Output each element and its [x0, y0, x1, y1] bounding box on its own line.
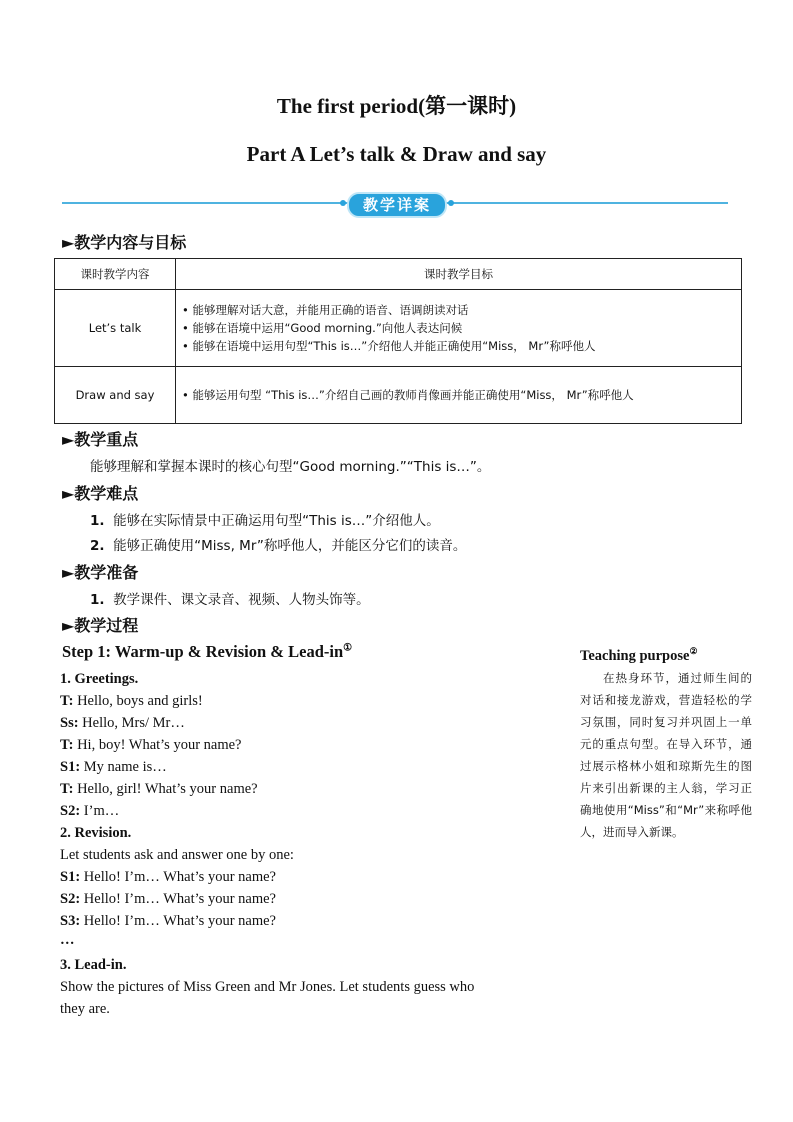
utterance: Hello, Mrs/ Mr…: [78, 715, 185, 731]
utterance: I’m…: [80, 803, 120, 819]
dialogue-line: [60, 800, 474, 822]
section-banner: [62, 192, 728, 216]
speaker: T:: [60, 737, 74, 753]
key-point-text: 能够理解和掌握本课时的核心句型“Good morning.”“This is…”。: [90, 459, 491, 475]
banner-dot-right: [448, 200, 454, 206]
goal-item: • 能够理解对话大意，并能用正确的语音、语调朗读对话: [182, 301, 735, 319]
utterance: Hello! I’m… What’s your name?: [80, 869, 276, 885]
heading-difficulties: ►教学难点: [62, 484, 139, 503]
leadin-text: they are.: [60, 1001, 110, 1017]
dialogue-line: [60, 910, 474, 932]
heading-content-goals: ►教学内容与目标: [62, 233, 187, 252]
goals-table: [54, 258, 742, 424]
item-text: 教学课件、课文录音、视频、人物头饰等。: [113, 592, 370, 608]
page-subtitle: Part A Let’s talk & Draw and say: [246, 142, 547, 166]
table-header-goals: 课时教学目标: [176, 259, 742, 290]
dialogue-line: [60, 690, 474, 712]
banner-dot-left: [340, 200, 346, 206]
table-header-row: [55, 259, 742, 290]
subheading: 2. Revision.: [60, 825, 132, 841]
speaker: S3:: [60, 913, 81, 929]
item-number: 2.: [90, 538, 105, 554]
ellipsis: …: [60, 932, 75, 948]
dialogue-line: [60, 756, 474, 778]
revision-intro: Let students ask and answer one by one:: [60, 847, 294, 863]
dialogue-line: [60, 712, 474, 734]
utterance: Hello! I’m… What’s your name?: [80, 891, 276, 907]
utterance: Hello, boys and girls!: [73, 693, 203, 709]
subheading: 1. Greetings.: [60, 671, 139, 687]
sidebar-heading: Teaching purpose: [580, 647, 690, 664]
utterance: Hello! I’m… What’s your name?: [80, 913, 276, 929]
item-number: 1.: [90, 513, 105, 529]
dialogue-line: [60, 866, 474, 888]
dialogue-line: [60, 778, 474, 800]
table-header-content: 课时教学内容: [55, 259, 176, 290]
speaker: S2:: [60, 803, 81, 819]
heading-process: ►教学过程: [62, 616, 139, 635]
dialogue-line: [60, 734, 474, 756]
table-cell-goals: [176, 367, 742, 424]
utterance: Hi, boy! What’s your name?: [73, 737, 242, 753]
greetings-block: [60, 668, 474, 1020]
step-1-title: [62, 642, 352, 662]
step-title-text: Step 1: Warm-up & Revision & Lead-in: [62, 642, 344, 661]
speaker: S1:: [60, 759, 81, 775]
speaker: S2:: [60, 891, 81, 907]
difficulty-item: [90, 534, 466, 554]
utterance: Hello, girl! What’s your name?: [73, 781, 258, 797]
difficulty-item: [90, 509, 440, 529]
item-text: 能够正确使用“Miss, Mr”称呼他人，并能区分它们的读音。: [113, 538, 467, 554]
speaker: S1:: [60, 869, 81, 885]
heading-key-points: ►教学重点: [62, 430, 139, 449]
preparation-item: [90, 588, 370, 608]
table-row: [55, 290, 742, 367]
table-cell-content: Draw and say: [55, 367, 176, 424]
speaker: T:: [60, 781, 74, 797]
banner-label: 教学详案: [347, 192, 447, 218]
table-cell-content: Let’s talk: [55, 290, 176, 367]
item-number: 1.: [90, 592, 105, 608]
sidebar-text: 在热身环节，通过师生间的对话和接龙游戏，营造轻松的学习氛围，同时复习并巩固上一单元的重点句型。在导入环节，通过展示格林小姐和琼斯先生的图片来引出新课的主人翁，学习正确地使用“Miss”和“Mr”来称呼他人，进而导入新课。: [580, 670, 752, 839]
speaker: Ss:: [60, 715, 79, 731]
leadin-text: Show the pictures of Miss Green and Mr Jones. Let students guess who: [60, 979, 475, 995]
teaching-purpose-sidebar: [580, 646, 752, 843]
table-row: [55, 367, 742, 424]
footnote-mark: ①: [343, 642, 353, 654]
goal-item: • 能够在语境中运用“Good morning.”向他人表达问候: [182, 319, 735, 337]
subheading: 3. Lead-in.: [60, 957, 127, 973]
footnote-mark: ②: [689, 646, 698, 656]
item-text: 能够在实际情景中正确运用句型“This is…”介绍他人。: [113, 513, 440, 529]
utterance: My name is…: [80, 759, 167, 775]
dialogue-line: [60, 888, 474, 910]
speaker: T:: [60, 693, 74, 709]
goal-item: • 能够在语境中运用句型“This is…”介绍他人并能正确使用“Miss， Mr”称呼他人: [182, 337, 735, 355]
heading-preparation: ►教学准备: [62, 563, 139, 582]
goal-item: • 能够运用句型 “This is…”介绍自己画的教师肖像画并能正确使用“Miss， Mr”称呼他人: [182, 386, 735, 404]
page-title: The first period(第一课时): [276, 94, 517, 118]
table-cell-goals: [176, 290, 742, 367]
